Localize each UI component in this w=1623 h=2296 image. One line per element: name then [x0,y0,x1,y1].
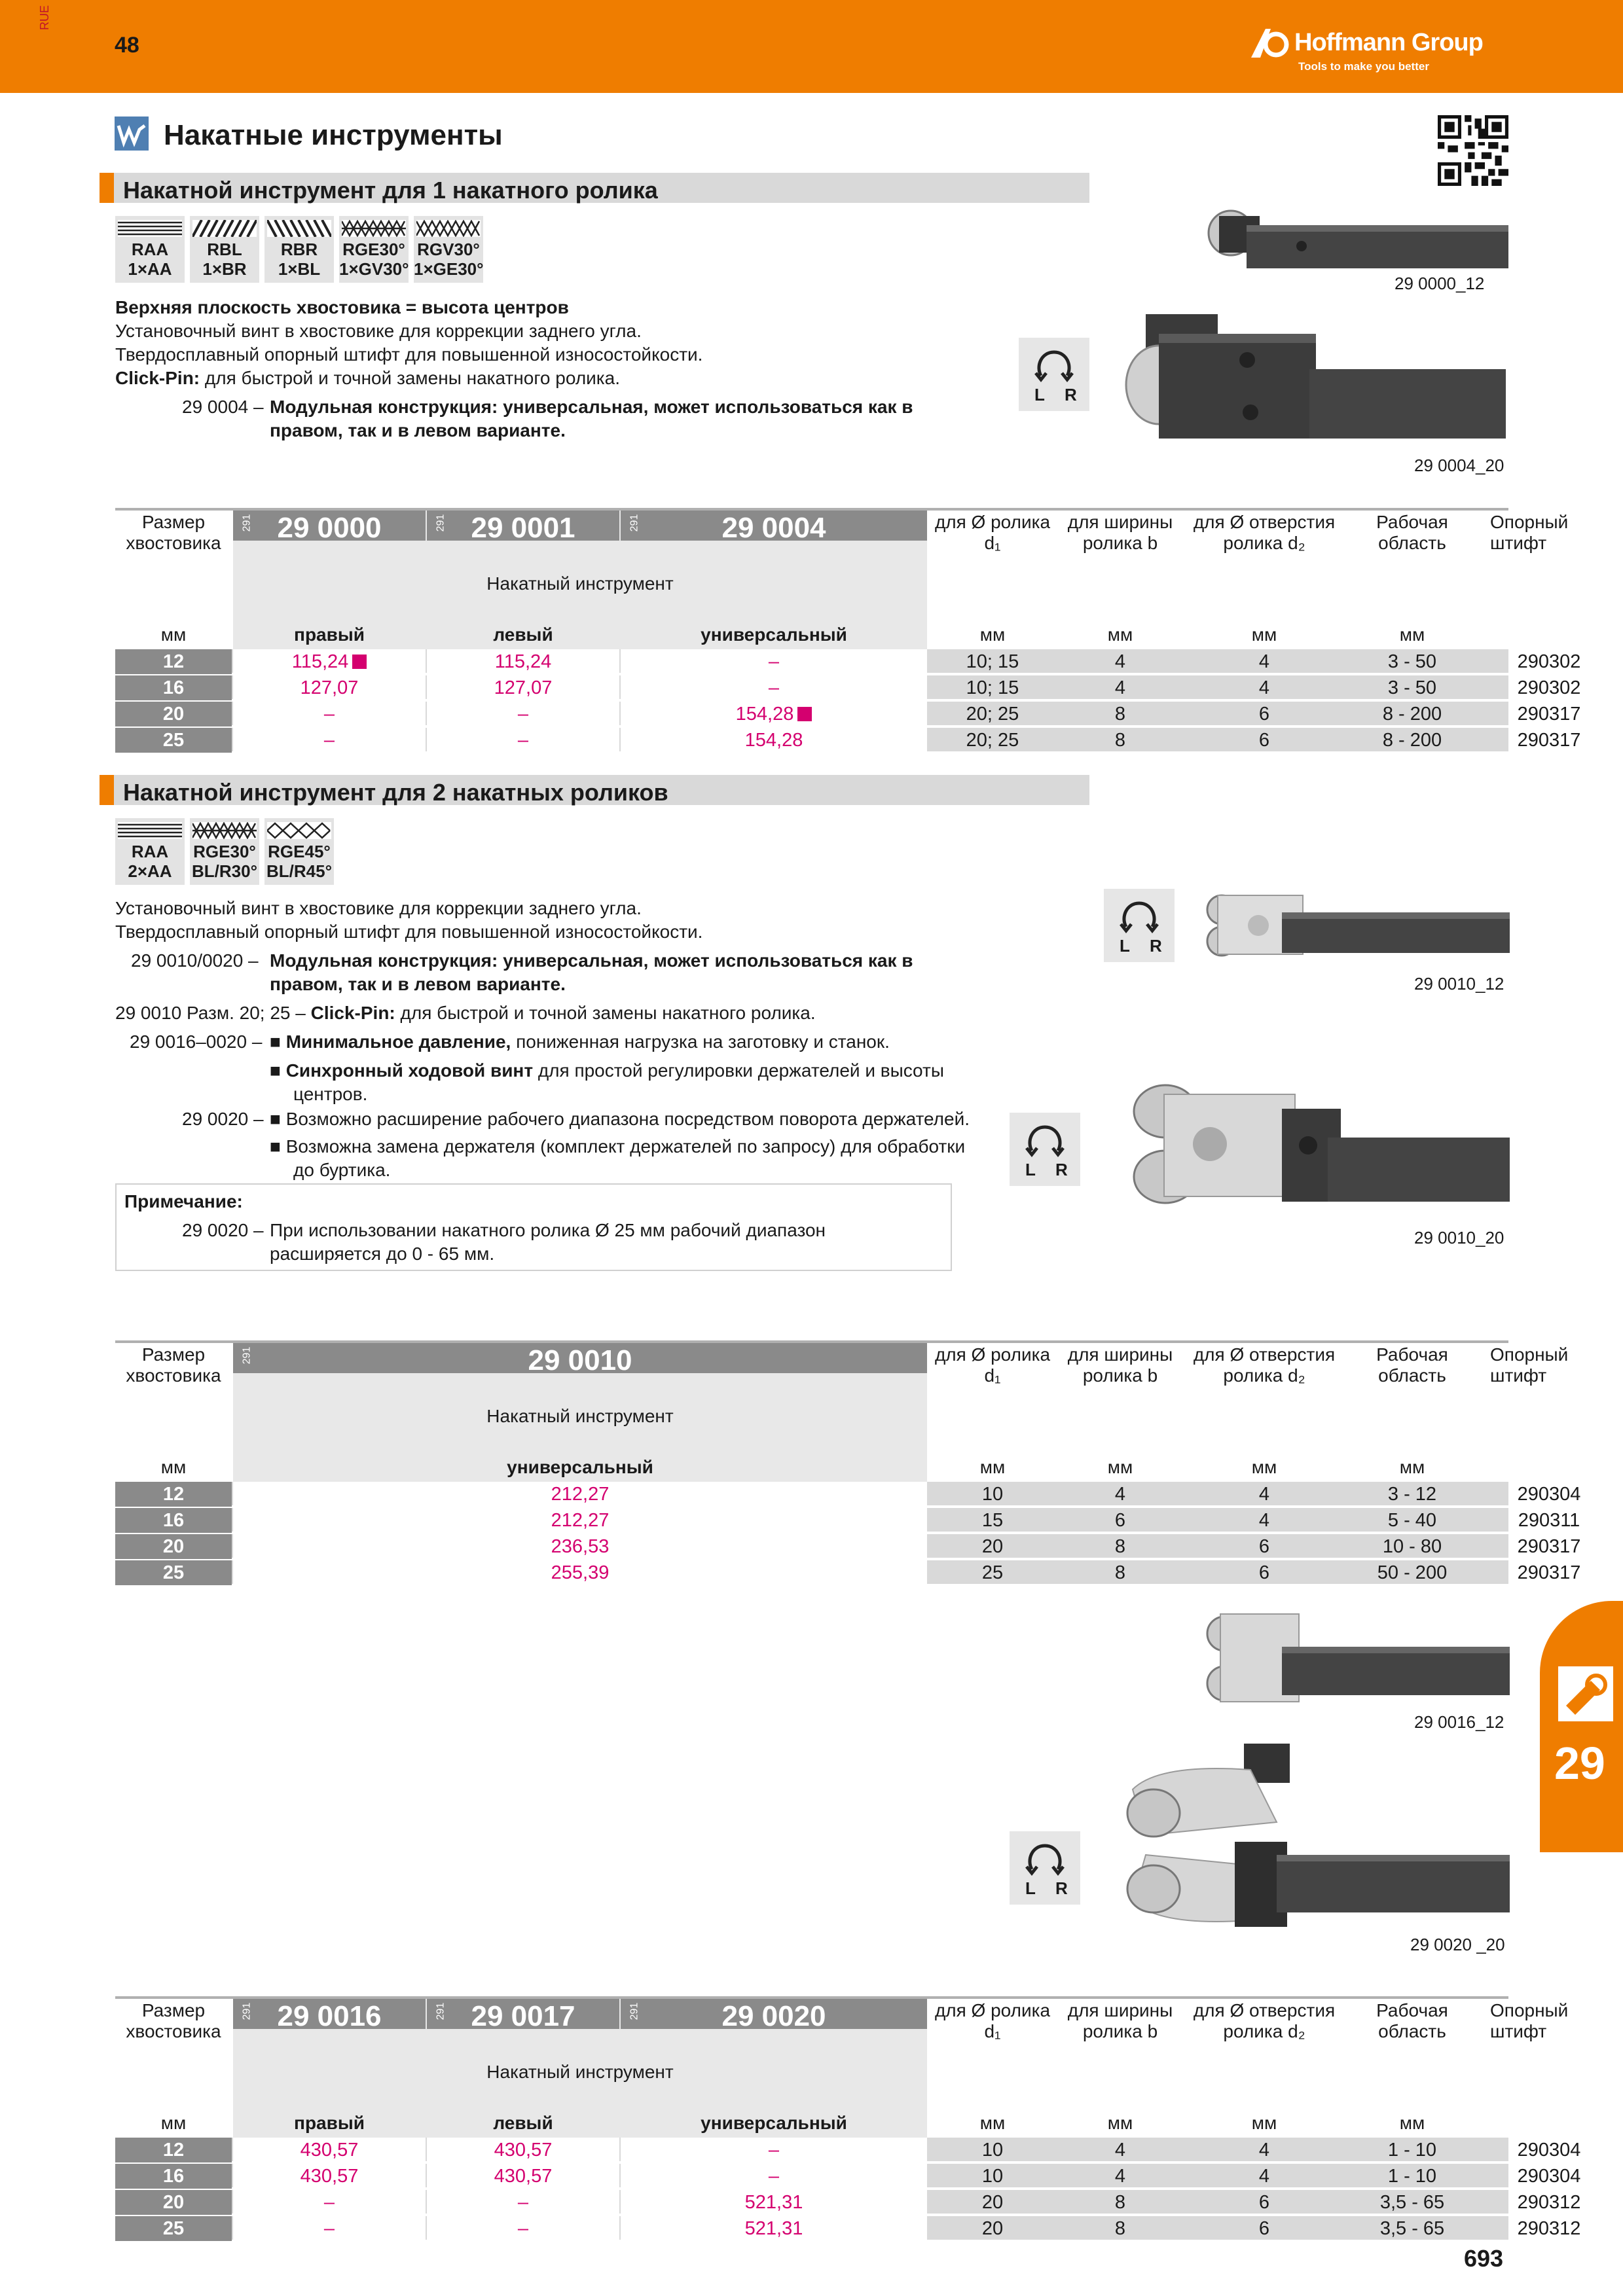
unit-mm: мм [160,624,187,645]
col-d1: для Ø ролика d₁ [934,512,1051,553]
table-2: Размер хвостовика 291 29 0010 Накатный инструмент для Ø ролика d₁ для ширины ролика b для Ø отверстия ролика d₂ Рабочая область Опорный штифт мм универсальный мм мм мм мм [115,1340,1508,1584]
note-code: 29 0020 – [182,1220,264,1240]
rotate-arrows-icon [1033,347,1075,384]
table-row: 12 115,24 115,24 – 10; 15 4 4 3 - 50 290302 [115,649,1508,674]
profile-raa-2: RAA 2×AA [115,818,185,885]
table-row: 12 212,27 10 4 4 3 - 12 290304 [115,1482,1508,1507]
photo-caption-290000-12: 29 0000_12 [1395,274,1485,293]
s2-line3-code: 29 0010/0020 – [131,950,259,971]
note-line-a: При использовании накатного ролика Ø 25 мм рабочий диапазон [270,1220,826,1240]
code-290000[interactable]: 29 0000 [277,512,382,544]
s2-line8b: до буртика. [293,1160,391,1180]
code-290004[interactable]: 29 0004 [721,512,826,544]
s1-line3: Твердосплавный опорный штифт для повышенной износостойкости. [115,344,703,365]
code-290017[interactable]: 29 0017 [471,2000,575,2032]
rotate-arrows-icon [1024,1840,1066,1877]
photo-caption-290004-20: 29 0004_20 [1414,456,1504,475]
photo-caption-290010-20: 29 0010_20 [1414,1228,1504,1247]
knurling-tool-icon [1558,1666,1613,1721]
product-photo-290000 [1203,196,1510,274]
profile-rge30-2: RGE30° BL/R30° [190,818,259,885]
note-box [115,1183,952,1271]
photo-caption-290020-20: 29 0020 _20 [1410,1935,1505,1954]
table-row: 20 – – 521,31 20 8 6 3,5 - 65 290312 [115,2190,1508,2215]
subheader-tool: Накатный инструмент [486,573,674,594]
col-pin: Опорный штифт [1490,512,1569,553]
table-row: 16 430,57 430,57 – 10 4 4 1 - 10 290304 [115,2164,1508,2189]
s2-line5: ■ Минимальное давление, пониженная нагрузка на заготовку и станок. [270,1031,890,1052]
s2-line8a: ■ Возможна замена держателя (комплект держателей по запросу) для обработки [270,1136,966,1157]
hoffmann-logo-icon [1247,25,1290,62]
note-title: Примечание: [124,1191,243,1211]
variant-left: левый [493,624,553,645]
s2-line6: ■ Синхронный ходовой винт для простой регулировки держателей и высоты [270,1060,944,1081]
s2-line5-code: 29 0016–0020 – [130,1031,263,1052]
s2-line7-code: 29 0020 – [182,1109,264,1129]
photo-caption-290016-12: 29 0016_12 [1414,1712,1504,1732]
s2-line1: Установочный винт в хвостовике для коррекции заднего угла. [115,898,642,918]
table-row: 20 – – 154,28 20; 25 8 6 8 - 200 290317 [115,702,1508,726]
section-heading-1: Накатной инструмент для 1 накатного ролика [100,173,1089,203]
photo-caption-290010-12: 29 0010_12 [1414,974,1504,994]
code-290010[interactable]: 29 0010 [528,1344,632,1376]
section-heading-2: Накатной инструмент для 2 накатных роликов [100,775,1089,805]
table-row: 16 212,27 15 6 4 5 - 40 290311 [115,1508,1508,1533]
table-3: Размер хвостовика 291 29 0016 291 29 0017 291 29 0020 Накатный инструмент для Ø ролика d₁ для ширины ролика b для Ø отверстия ролика d₂ Рабочая область Опорный штифт мм правый левый универсальный мм мм мм мм [115,1996,1508,2240]
page-number: 693 [1464,2245,1504,2272]
rotate-arrows-icon [1024,1122,1066,1158]
category-icon [115,117,149,151]
product-photo-290010-20 [1118,1080,1511,1217]
table-row: 25 – – 154,28 20; 25 8 6 8 - 200 290317 [115,728,1508,753]
s1-line5a: Модульная конструкция: универсальная, может использоваться как в [270,397,913,417]
s2-line3a: Модульная конструкция: универсальная, может использоваться как в [270,950,913,971]
page-title: Накатные инструменты [164,119,503,151]
table-row: 20 236,53 20 8 6 10 - 80 290317 [115,1534,1508,1559]
col-size-header: Размер хвостовика [126,512,221,553]
table-1: Размер хвостовика 291 29 0000 291 29 0001 291 29 0004 Накатный инструмент для Ø ролика d₁ для ширины ролика b для Ø отверстия ролика d₂ Рабочая область Опорный штифт мм правый левый универсальный мм мм мм мм [115,508,1508,751]
col-work-range: Рабочая область [1376,512,1448,553]
product-photo-290020-20 [1120,1744,1511,1933]
language-code: RUE [38,5,51,30]
product-photo-290004 [1120,308,1512,452]
variant-universal: универсальный [701,624,847,645]
s1-line2: Установочный винт в хвостовике для коррекции заднего угла. [115,321,642,341]
profile-raa: RAA 1×AA [115,216,185,283]
profile-rbr: RBR 1×BL [264,216,334,283]
brand-logo [1247,20,1575,79]
rotate-arrows-icon [1118,898,1160,935]
code-290016[interactable]: 29 0016 [277,2000,382,2032]
left-right-badge-3: L R [1010,1113,1080,1186]
chapter-number: 29 [1554,1738,1605,1789]
left-right-badge-1: L R [1019,338,1089,411]
table-row: 25 255,39 25 8 6 50 - 200 290317 [115,1560,1508,1585]
variant-universal-2: универсальный [507,1457,653,1477]
table-row: 12 430,57 430,57 – 10 4 4 1 - 10 290304 [115,2138,1508,2162]
variant-right: правый [294,624,365,645]
product-photo-290010-12 [1203,886,1511,965]
s2-line3b: правом, так и в левом варианте. [270,974,566,994]
chapter-tab[interactable] [1540,1601,1623,1852]
col-b: для ширины ролика b [1067,512,1173,553]
table-row: 25 – – 521,31 20 8 6 3,5 - 65 290312 [115,2216,1508,2241]
code-290020[interactable]: 29 0020 [721,2000,826,2032]
chapter-page-number: 48 [115,33,139,58]
product-photo-290016-12 [1203,1605,1511,1710]
s1-line1: Верхняя плоскость хвостовика = высота центров [115,297,569,317]
code-290001[interactable]: 29 0001 [471,512,575,544]
s1-line5-code: 29 0004 – [182,397,264,417]
note-line-b: расширяется до 0 - 65 мм. [270,1244,495,1264]
s2-line6b: центров. [293,1084,368,1104]
qr-code-icon[interactable] [1438,115,1508,186]
s2-line2: Твердосплавный опорный штифт для повышенной износостойкости. [115,922,703,942]
brand-name: Hoffmann Group [1294,29,1483,56]
profile-rge45: RGE45° BL/R45° [264,818,334,885]
s1-line4: Click-Pin: для быстрой и точной замены накатного ролика. [115,368,621,388]
brand-tagline: Tools to make you better [1298,60,1429,73]
profile-rbl: RBL 1×BR [190,216,259,283]
left-right-badge-2: L R [1104,889,1175,962]
table-row: 16 127,07 127,07 – 10; 15 4 4 3 - 50 290302 [115,675,1508,700]
s1-line5b: правом, так и в левом варианте. [270,420,566,440]
s2-line4: 29 0010 Разм. 20; 25 – Click-Pin: для быстрой и точной замены накатного ролика. [115,1003,816,1023]
profile-rge30: RGE30° 1×GV30° [339,216,409,283]
left-right-badge-4: L R [1010,1831,1080,1905]
s2-line7: ■ Возможно расширение рабочего диапазона посредством поворота держателей. [270,1109,970,1129]
col-d2: для Ø отверстия ролика d₂ [1193,512,1336,553]
profile-rgv30: RGV30° 1×GE30° [414,216,483,283]
